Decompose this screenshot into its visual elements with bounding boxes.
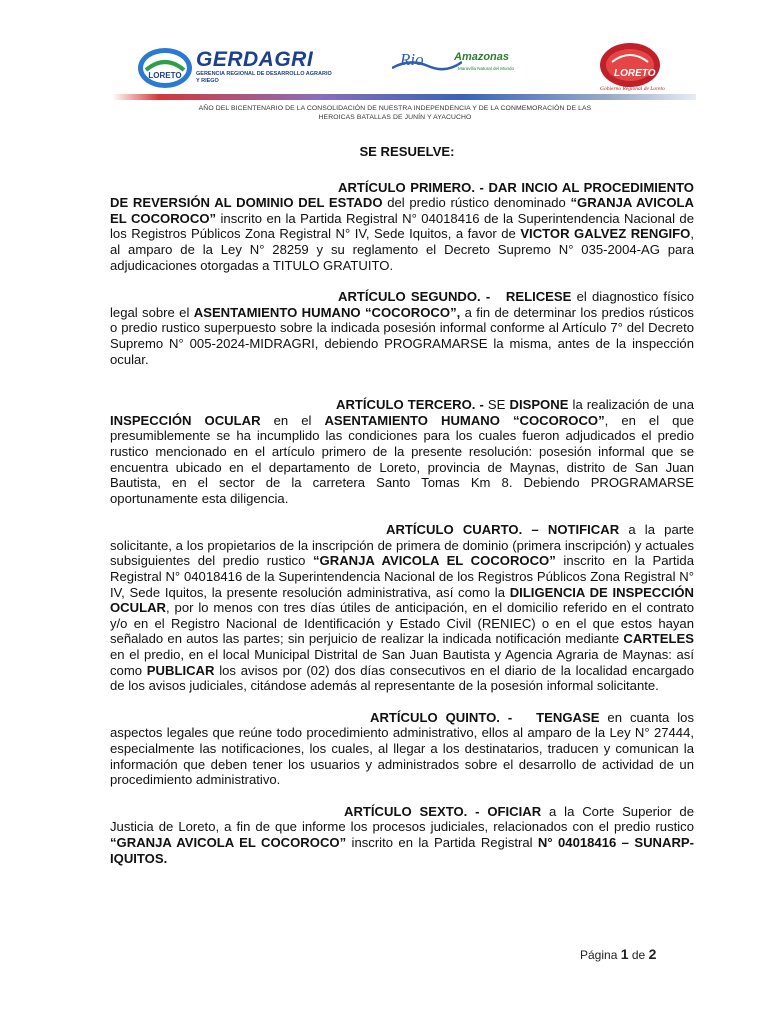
- year-motto-line-1: AÑO DEL BICENTENARIO DE LA CONSOLIDACIÓN DE NUESTRA INDEPENDENCIA Y DE LA CONMEMORACIÓN DE LAS: [198, 105, 592, 112]
- article-6: ARTÍCULO SEXTO. - OFICIAR a la Corte Superior de Justicia de Loreto, a fin de que informe los procesos judiciales, relacionados con el predio rustico “GRANJA AVICOLA EL COCOROCO” inscrito en la Partida Registral N° 04018416 – SUNARP-IQUITOS.: [110, 803, 694, 866]
- year-motto: [140, 104, 650, 122]
- page-footer: [580, 946, 656, 962]
- article-5-heading: ARTÍCULO QUINTO. -: [370, 709, 513, 725]
- page-of: de: [631, 948, 646, 962]
- loreto-seal-icon: [598, 42, 662, 88]
- document-title: SE RESUELVE:: [359, 144, 455, 159]
- article-1: ARTÍCULO PRIMERO. - DAR INCIO AL PROCEDIMIENTO DE REVERSIÓN AL DOMINIO DEL ESTADO del predio rústico denominado “GRANJA AVICOLA EL COCOROCO” inscrito en la Partida Registral N° 04018416 de la Superintendencia Nacional de los Registros Públicos Zona Registral N° IV, Sede Iquitos, a favor de VICTOR GALVEZ RENGIFO, al amparo de la Ley N° 28259 y su reglamento el Decreto Supremo N° 035-2004-AG para adjudicaciones otorgadas a TITULO GRATUITO.: [110, 179, 694, 273]
- header-stripe: [112, 94, 696, 100]
- loreto-badge-icon: [136, 46, 194, 90]
- gerdagri-subtitle: GERENCIA REGIONAL DE DESARROLLO AGRARIO Y RIEGO: [196, 71, 332, 84]
- gobierno-script: Gobierno Regional de Loreto: [600, 86, 665, 92]
- amazonas-subtitle: Maravilla Natural del Mundo: [458, 66, 515, 71]
- left-badge-text: LORETO: [148, 71, 182, 80]
- page-number: 1: [620, 946, 629, 962]
- page-total: 2: [648, 946, 657, 962]
- article-1-heading: ARTÍCULO PRIMERO. - DAR INCIO AL PROCEDIMIENTO DE REVERSIÓN AL DOMINIO DEL ESTADO: [110, 179, 694, 211]
- article-3: ARTÍCULO TERCERO. - SE DISPONE la realización de una INSPECCIÓN OCULAR en el ASENTAMIENTO HUMANO “COCOROCO”, en el que presumiblemente se ha incumplido las condiciones para los cuales fueron adjudicados el predio rustico mencionado en el artículo primero de la presente resolución: posesión informal que se encuentra ubicado en el departamento de Loreto, provincia de Maynas, distrito de San Juan Bautista, en el sector de la carretera Santo Tomas Km 8. Debiendo PROGRAMARSE oportunamente esta diligencia.: [110, 397, 695, 506]
- amazonas-name: Amazonas: [454, 51, 510, 63]
- rio-script: Rio: [400, 50, 424, 69]
- article-2-heading: ARTÍCULO SEGUNDO. -: [338, 289, 491, 305]
- rio-amazonas-logo: [392, 50, 532, 80]
- article-2: ARTÍCULO SEGUNDO. - RELICESE el diagnostico físico legal sobre el ASENTAMIENTO HUMANO “COCOROCO”, a fin de determinar los predios rústicos o predio rustico superpuesto sobre la indicada posesión informal conforme al Artículo 7° del Decreto Supremo N° 005-2024-MIDRAGRI, debiendo PROGRAMARSE la misma, antes de la inspección ocular.: [110, 289, 694, 367]
- article-3-heading: ARTÍCULO TERCERO. -: [336, 397, 484, 413]
- article-5: ARTÍCULO QUINTO. - TENGASE en cuanta los aspectos legales que reúne todo procedimiento administrativo, ellos al amparo de la Ley N° 27444, especialmente las notificaciones, los cuales, al llegar a los destinatarios, traducen y comunican la información que deben tener los usuarios y administrados sobre el desarrollo de actividad de un procedimiento administrativo.: [110, 709, 694, 788]
- article-4: ARTÍCULO CUARTO. – NOTIFICAR a la parte solicitante, a los propietarios de la inscripción de primera de dominio (primera inscripción) y actuales subsiguientes del predio rustico “GRANJA AVICOLA EL COCOROCO” inscrito en la Partida Registral N° 04018416 de la Superintendencia Nacional de los Registros Públicos Zona Registral N° IV, Sede Iquitos, la presente resolución administrativa, así como la DILIGENCIA DE INSPECCIÓN OCULAR, por lo menos con tres días útiles de anticipación, en el domicilio referido en el contrato y/o en el Registro Nacional de Identificación y Estado Civil (RENIEC) o en el que estos hayan señalado en autos las partes; sin perjuicio de realizar la indicada notificación mediante CARTELES en el predio, en el local Municipal Distrital de San Juan Bautista y Agencia Agraria de Maynas: así como PUBLICAR los avisos por (02) dos días consecutivos en el diario de la localidad encargado de los avisos judiciales, citándose además al representante de la posesión informal solicitante.: [110, 522, 695, 694]
- article-6-heading: ARTÍCULO SEXTO. - OFICIAR: [344, 803, 542, 819]
- article-4-heading: ARTÍCULO CUARTO. – NOTIFICAR: [386, 522, 620, 538]
- gerdagri-logo: [136, 46, 336, 90]
- right-badge-text: LORETO: [614, 68, 656, 79]
- resolution-body: [110, 144, 694, 866]
- gerdagri-title: GERDAGRI: [196, 48, 314, 71]
- page-label: Página: [580, 948, 618, 962]
- year-motto-line-2: HEROICAS BATALLAS DE JUNÍN Y AYACUCHO: [318, 114, 472, 121]
- letterhead: [0, 0, 768, 126]
- gobierno-regional-logo: [594, 42, 690, 96]
